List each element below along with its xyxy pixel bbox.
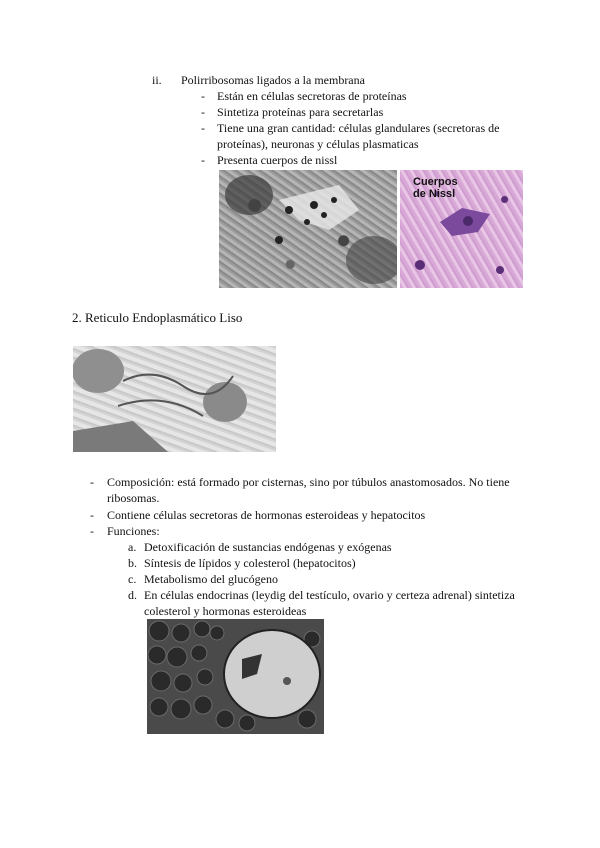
list-item: Presenta cuerpos de nissl <box>217 153 338 167</box>
bullet-dash: - <box>201 89 205 103</box>
function-item: Síntesis de lípidos y colesterol (hepatocitos) <box>144 556 356 570</box>
bullet-dash: - <box>201 105 205 119</box>
list-item: Sintetiza proteínas para secretarlas <box>217 105 384 119</box>
list-item: Composición: está formado por cisternas, sino por túbulos anastomosados. No tiene <box>107 475 510 489</box>
list-item: Funciones: <box>107 524 160 538</box>
list-item: ribosomas. <box>107 491 160 505</box>
list-item: Contiene células secretoras de hormonas esteroideas y hepatocitos <box>107 508 426 522</box>
micrograph-detail <box>73 346 276 452</box>
bullet-dash: - <box>90 508 94 522</box>
function-item: Detoxificación de sustancias endógenas y exógenas <box>144 540 392 554</box>
bullet-dash: - <box>201 153 205 167</box>
section-heading-rel: 2. Reticulo Endoplasmático Liso <box>72 310 243 325</box>
list-item: proteínas), neuronas y células plasmaticas <box>217 137 419 151</box>
list-marker-ii: ii. <box>152 73 162 87</box>
list-letter: d. <box>128 588 137 602</box>
rer-micrograph-image <box>219 170 397 288</box>
endocrine-cell-micrograph-image <box>147 619 324 734</box>
micrograph-detail <box>219 170 397 288</box>
bullet-dash: - <box>90 524 94 538</box>
list-letter: b. <box>128 556 137 570</box>
nissl-bodies-image <box>400 170 523 288</box>
bullet-dash: - <box>201 121 205 135</box>
function-item: En células endocrinas (leydig del testículo, ovario y certeza adrenal) sintetiza <box>144 588 515 602</box>
ser-micrograph-image <box>73 346 276 452</box>
list-letter: c. <box>128 572 137 586</box>
bullet-dash: - <box>90 475 94 489</box>
function-item-continuation: colesterol y hormonas esteroideas <box>144 604 307 618</box>
list-item: Están en células secretoras de proteínas <box>217 89 407 103</box>
function-item: Metabolismo del glucógeno <box>144 572 278 586</box>
micrograph-detail <box>147 619 324 734</box>
list-letter: a. <box>128 540 137 554</box>
section-heading-polirribosomas: Polirribosomas ligados a la membrana <box>181 73 365 87</box>
list-item: Tiene una gran cantidad: células glandulares (secretoras de <box>217 121 500 135</box>
nissl-label: Cuerpos de Nissl <box>413 176 458 200</box>
